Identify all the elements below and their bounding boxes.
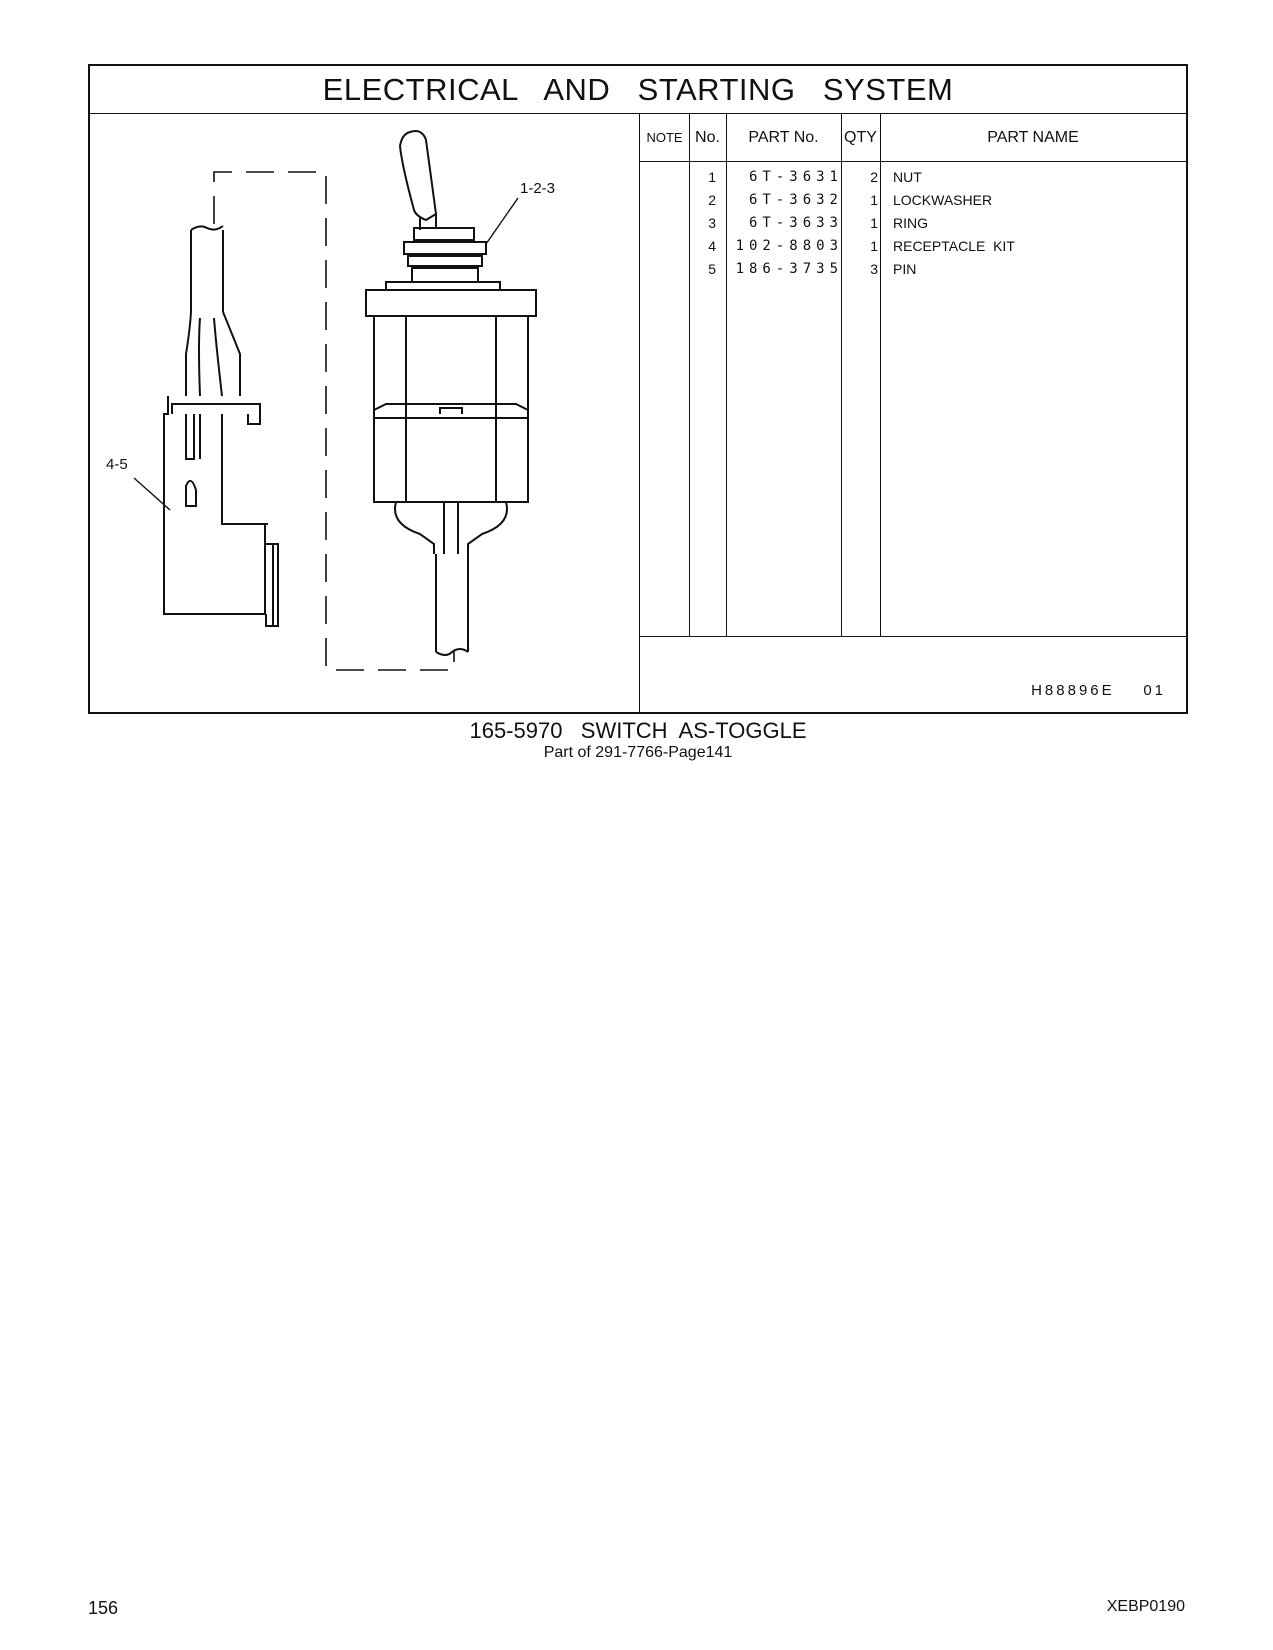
assembly-caption: 165-5970 SWITCH AS-TOGGLE: [469, 718, 807, 743]
part-number: 6T-3631: [748, 169, 843, 185]
header-part-no: PART No.: [748, 129, 819, 146]
part-number: 186-3735: [735, 261, 843, 277]
document-id: XEBP0190: [1106, 1598, 1185, 1615]
table-row: [640, 189, 1186, 212]
header-divider: [640, 161, 1186, 162]
quantity: 1: [870, 192, 878, 208]
item-number: 4: [708, 238, 716, 254]
part-name: PIN: [893, 261, 917, 277]
quantity: 1: [870, 215, 878, 231]
header-qty: QTY: [844, 129, 877, 146]
parts-frame: [88, 64, 1188, 714]
parts-list-table: [640, 114, 1186, 712]
quantity: 1: [870, 238, 878, 254]
part-name: LOCKWASHER: [893, 192, 993, 208]
part-name: NUT: [893, 169, 922, 185]
part-number: 6T-3632: [748, 192, 843, 208]
toggle-switch-illustration: [90, 114, 640, 712]
item-number: 3: [708, 215, 716, 231]
item-number: 2: [708, 192, 716, 208]
table-row: [640, 166, 1186, 189]
part-name: RING: [893, 215, 928, 231]
quantity: 2: [870, 169, 878, 185]
header-no: No.: [695, 129, 720, 146]
illustration-reference-code: H88896E 01: [1031, 682, 1166, 699]
table-footer-divider: [640, 636, 1186, 637]
page-number: 156: [88, 1598, 119, 1618]
header-note: NOTE: [646, 130, 683, 145]
part-name: RECEPTACLE KIT: [893, 238, 1015, 254]
item-number: 5: [708, 261, 716, 277]
table-row: [640, 235, 1186, 258]
table-row: [640, 212, 1186, 235]
exploded-view-drawing: [90, 114, 640, 712]
callout-receptacle-parts: 4-5: [106, 456, 128, 473]
assembly-subcaption: Part of 291-7766-Page141: [543, 744, 733, 761]
header-part-name: PART NAME: [987, 129, 1079, 146]
callout-switch-parts: 1-2-3: [520, 180, 556, 197]
part-number: 102-8803: [735, 238, 843, 254]
page-title: ELECTRICAL AND STARTING SYSTEM: [90, 66, 1186, 114]
table-row: [640, 258, 1186, 281]
item-number: 1: [708, 169, 716, 185]
quantity: 3: [870, 261, 878, 277]
part-number: 6T-3633: [748, 215, 843, 231]
